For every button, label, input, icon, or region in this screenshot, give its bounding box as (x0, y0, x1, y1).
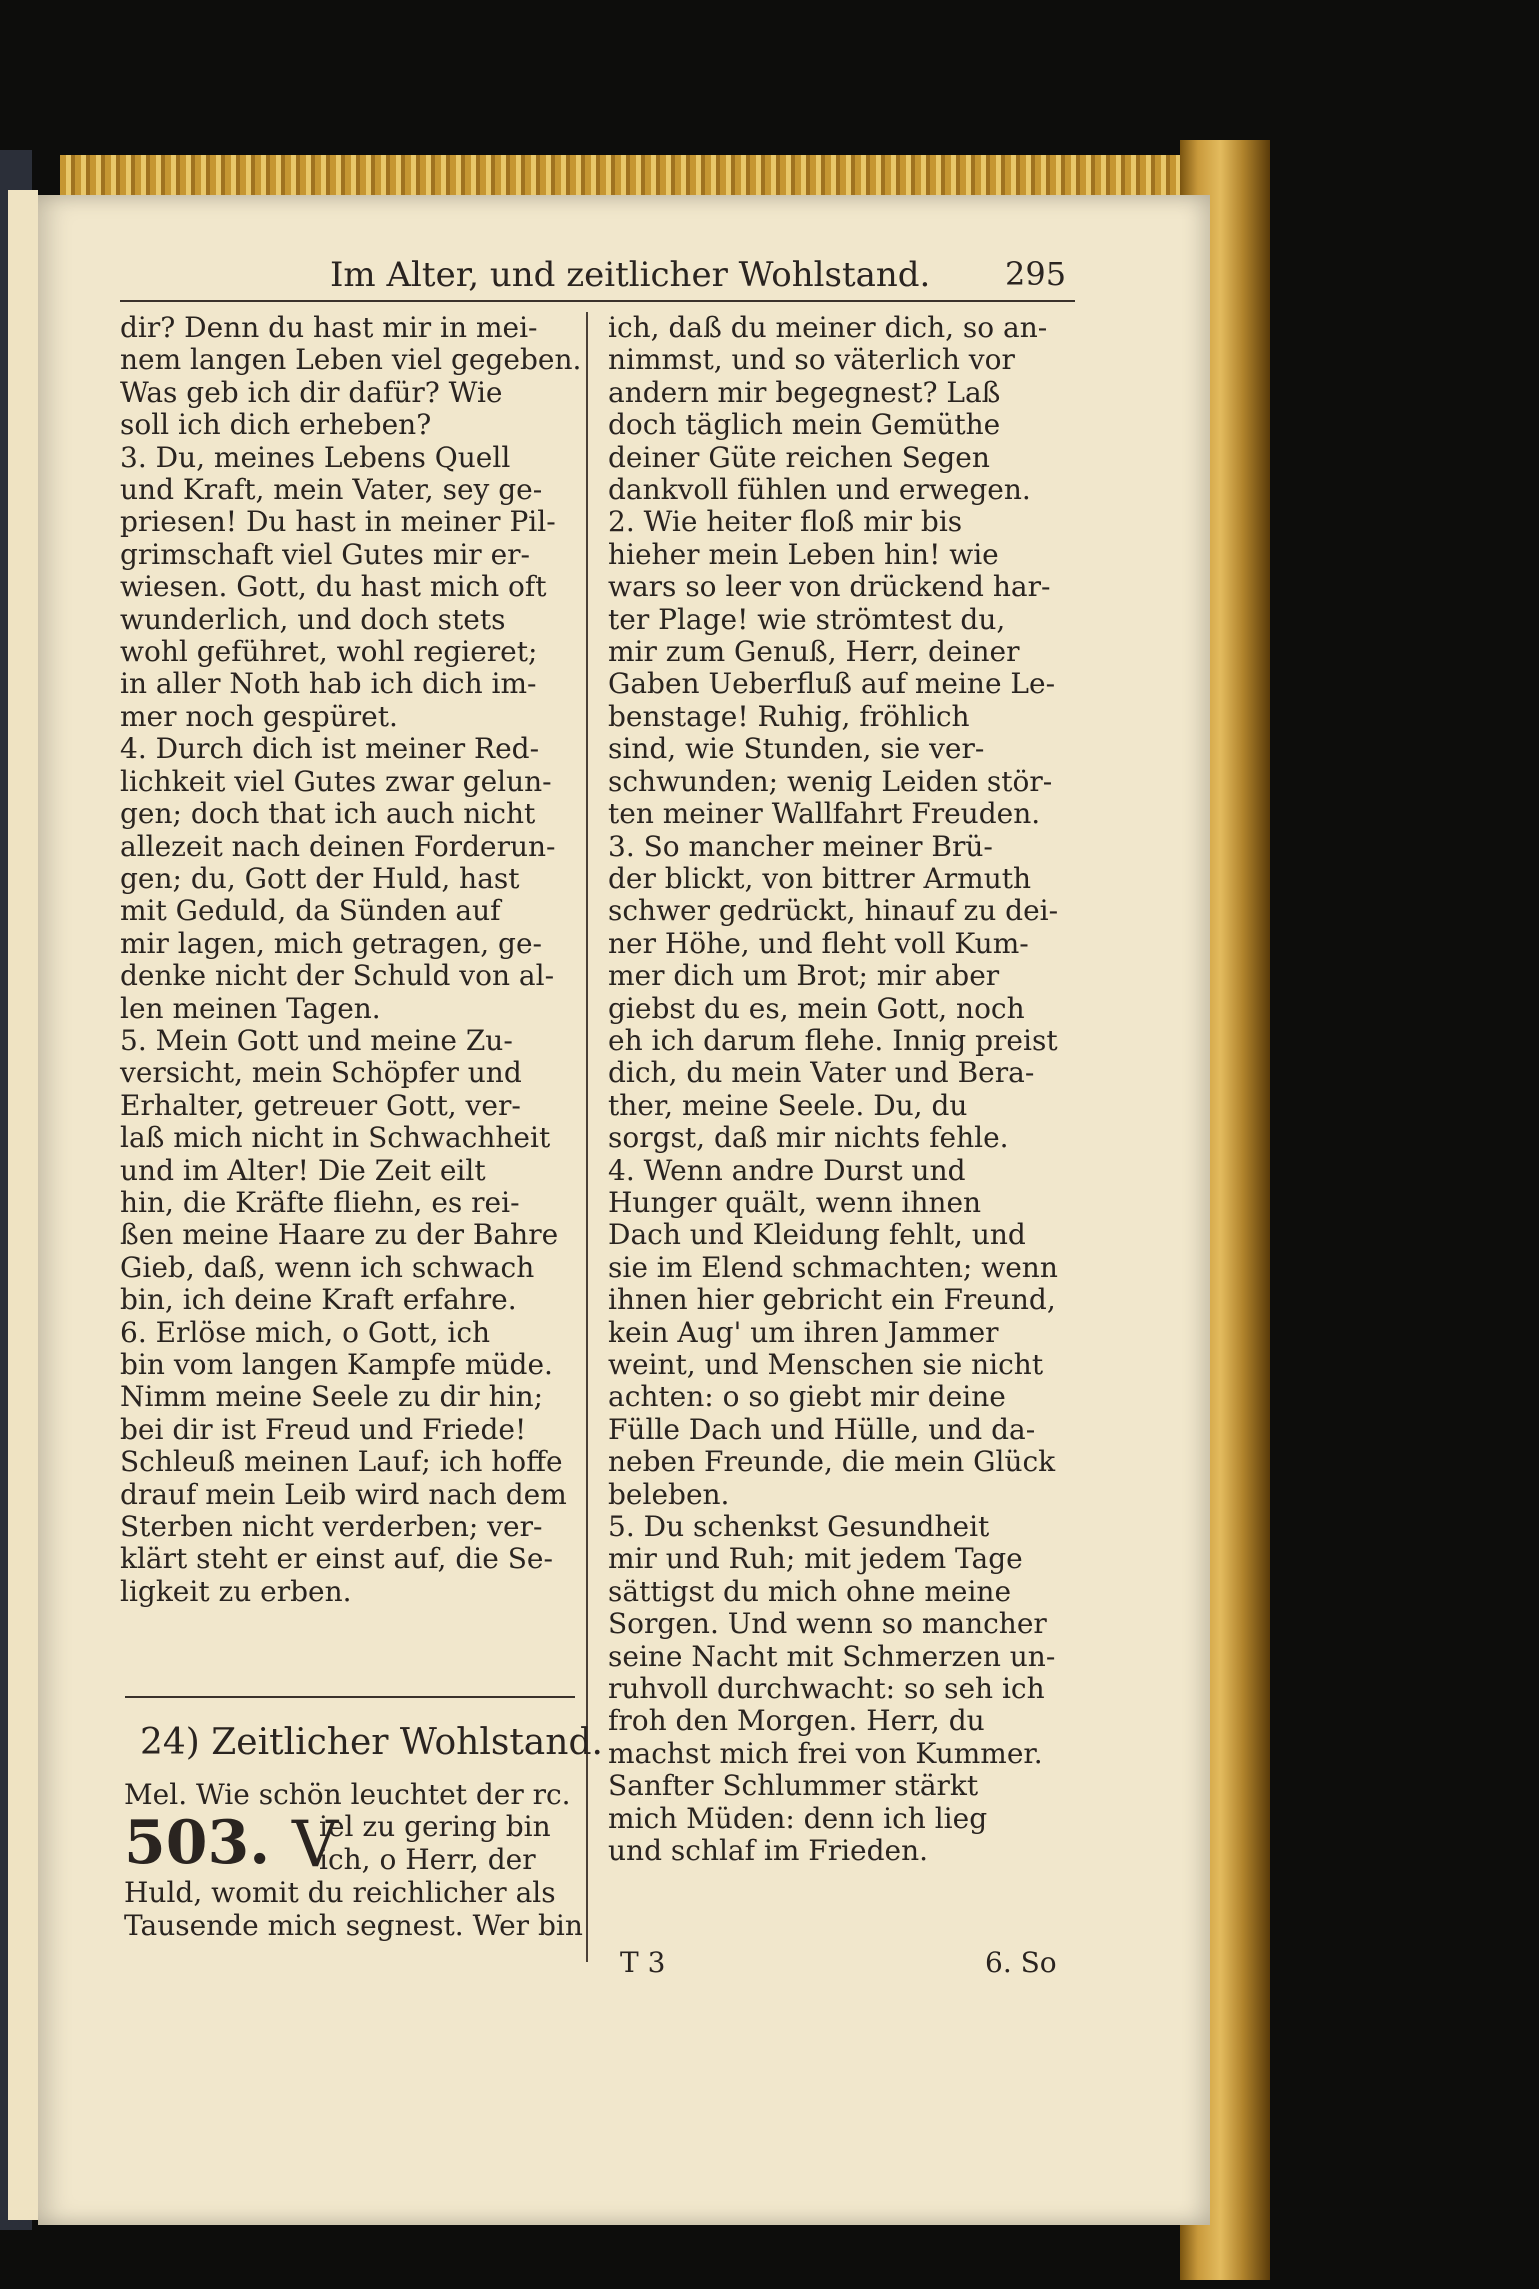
text-line: 3. So mancher meiner Brü- (608, 829, 993, 863)
text-line: giebst du es, mein Gott, noch (608, 991, 1025, 1025)
text-line: nem langen Leben viel gegeben. (120, 343, 582, 377)
text-line: 4. Durch dich ist meiner Red- (120, 732, 540, 766)
hymn-number: 503. (124, 1808, 271, 1878)
text-line: wunderlich, und doch stets (120, 602, 506, 636)
text-line: 5. Du schenkst Gesundheit (608, 1510, 990, 1544)
page-number: 295 (1005, 255, 1067, 293)
header-rule (120, 300, 1075, 302)
text-line: 4. Wenn andre Durst und (608, 1153, 966, 1187)
text-line: weint, und Menschen sie nicht (608, 1348, 1044, 1381)
text-line: ner Höhe, und fleht voll Kum- (608, 926, 1029, 960)
text-line: len meinen Tagen. (120, 991, 381, 1025)
text-line: in aller Noth hab ich dich im- (120, 667, 537, 701)
text-line: laß mich nicht in Schwachheit (120, 1121, 551, 1155)
text-line: mer noch gespüret. (120, 699, 398, 733)
text-line: ruhvoll durchwacht: so seh ich (608, 1672, 1045, 1706)
text-line: und schlaf im Frieden. (608, 1834, 929, 1868)
text-line: dich, du mein Vater und Bera- (608, 1056, 1035, 1090)
text-line: lichkeit viel Gutes zwar gelun- (120, 764, 552, 798)
text-line: Fülle Dach und Hülle, und da- (608, 1412, 1036, 1446)
text-line: Sorgen. Und wenn so mancher (608, 1607, 1047, 1641)
text-line: Gaben Ueberfluß auf meine Le- (608, 667, 1056, 701)
text-line: ligkeit zu erben. (120, 1574, 352, 1608)
right-column (608, 312, 1073, 1868)
text-line: mer dich um Brot; mir aber (608, 959, 1000, 993)
text-line: Schleuß meinen Lauf; ich hoffe (120, 1445, 563, 1479)
text-line: Hunger quält, wenn ihnen (608, 1185, 982, 1219)
text-line: versicht, mein Schöpfer und (120, 1056, 522, 1090)
text-line: 3. Du, meines Lebens Quell (120, 440, 511, 474)
text-line: dankvoll fühlen und erwegen. (608, 473, 1031, 507)
gilt-page-edges (60, 155, 1260, 195)
text-line: gen; doch that ich auch nicht (120, 797, 536, 831)
text-line: ter Plage! wie strömtest du, (608, 602, 1006, 636)
text-line: wiesen. Gott, du hast mich oft (120, 570, 547, 604)
text-line: wars so leer von drückend har- (608, 570, 1051, 604)
text-line: und im Alter! Die Zeit eilt (120, 1153, 486, 1187)
signature-mark: T 3 (620, 1946, 666, 1979)
text-line: benstage! Ruhig, fröhlich (608, 699, 970, 733)
text-line: drauf mein Leib wird nach dem (120, 1477, 567, 1511)
text-line: Nimm meine Seele zu dir hin; (120, 1380, 544, 1414)
text-line: ten meiner Wallfahrt Freuden. (608, 797, 1041, 831)
text-line: hieher mein Leben hin! wie (608, 537, 999, 571)
text-line: grimschaft viel Gutes mir er- (120, 537, 531, 571)
text-line: wohl geführet, wohl regieret; (120, 635, 538, 669)
text-line: priesen! Du hast in meiner Pil- (120, 505, 556, 539)
text-line: ich, daß du meiner dich, so an- (608, 311, 1048, 344)
text-line: seine Nacht mit Schmerzen un- (608, 1639, 1056, 1673)
text-line: mir zum Genuß, Herr, deiner (608, 635, 1020, 669)
text-line: sie im Elend schmachten; wenn (608, 1250, 1058, 1284)
text-line: froh den Morgen. Herr, du (608, 1704, 985, 1738)
dropcap-letter: V (292, 1808, 339, 1882)
column-divider (586, 312, 588, 1962)
text-line: achten: o so giebt mir deine (608, 1380, 1006, 1414)
text-line: 6. Erlöse mich, o Gott, ich (120, 1315, 491, 1349)
section-rule (125, 1696, 575, 1698)
text-line: ihnen hier gebricht ein Freund, (608, 1283, 1056, 1317)
text-line: Sterben nicht verderben; ver- (120, 1510, 543, 1544)
text-line: ßen meine Haare zu der Bahre (120, 1218, 559, 1252)
text-line: Huld, womit du reichlicher als (124, 1876, 556, 1909)
text-line: sättigst du mich ohne meine (608, 1574, 1012, 1608)
text-line: 5. Mein Gott und meine Zu- (120, 1023, 513, 1057)
text-line: doch täglich mein Gemüthe (608, 408, 1001, 442)
text-line: mich Müden: denn ich lieg (608, 1801, 988, 1835)
text-line: schwer gedrückt, hinauf zu dei- (608, 894, 1059, 928)
text-line: 2. Wie heiter floß mir bis (608, 505, 963, 539)
text-line: und Kraft, mein Vater, sey ge- (120, 473, 543, 507)
text-line: Erhalter, getreuer Gott, ver- (120, 1088, 521, 1122)
text-line: beleben. (608, 1477, 730, 1511)
text-line: mit Geduld, da Sünden auf (120, 894, 501, 928)
text-line: dir? Denn du hast mir in mei- (120, 311, 538, 344)
text-line: schwunden; wenig Leiden stör- (608, 764, 1053, 798)
text-line: kein Aug' um ihren Jammer (608, 1315, 999, 1349)
text-line: andern mir begegnest? Laß (608, 375, 1001, 409)
text-line: Was geb ich dir dafür? Wie (120, 375, 503, 409)
text-line: bin, ich deine Kraft erfahre. (120, 1283, 517, 1317)
text-line: Dach und Kleidung fehlt, und (608, 1218, 1026, 1252)
text-line: der blickt, von bittrer Armuth (608, 861, 1032, 895)
text-line: allezeit nach deinen Forderun- (120, 829, 556, 863)
text-line: sorgst, daß mir nichts fehle. (608, 1121, 1009, 1155)
text-line: ich, o Herr, der (319, 1843, 536, 1876)
text-line: hin, die Kräfte fliehn, es rei- (120, 1185, 520, 1219)
melody-line: Mel. Wie schön leuchtet der rc. (124, 1778, 571, 1811)
section-heading: 24) Zeitlicher Wohlstand. (140, 1722, 603, 1763)
left-column (120, 312, 580, 1608)
text-line: deiner Güte reichen Segen (608, 440, 990, 474)
text-line: gen; du, Gott der Huld, hast (120, 861, 520, 895)
text-line: neben Freunde, die mein Glück (608, 1445, 1056, 1479)
text-line: Tausende mich segnest. Wer bin (124, 1909, 583, 1942)
text-line: Sanfter Schlummer stärkt (608, 1769, 979, 1803)
text-line: eh ich darum flehe. Innig preist (608, 1023, 1058, 1057)
text-line: Gieb, daß, wenn ich schwach (120, 1250, 535, 1284)
text-line: klärt steht er einst auf, die Se- (120, 1542, 553, 1576)
running-header: Im Alter, und zeitlicher Wohlstand. (330, 255, 931, 295)
text-line: iel zu gering bin (319, 1810, 551, 1843)
text-line: mir lagen, mich getragen, ge- (120, 926, 542, 960)
text-line: bei dir ist Freud und Friede! (120, 1412, 527, 1446)
text-line: bin vom langen Kampfe müde. (120, 1348, 553, 1381)
text-line: denke nicht der Schuld von al- (120, 959, 555, 993)
left-page-edge (8, 190, 38, 2220)
catchword: 6. So (985, 1946, 1057, 1979)
text-line: soll ich dich erheben? (120, 408, 432, 442)
text-line: ther, meine Seele. Du, du (608, 1088, 968, 1122)
text-line: machst mich frei von Kummer. (608, 1736, 1043, 1770)
text-line: mir und Ruh; mit jedem Tage (608, 1542, 1023, 1576)
hymn-opening-lines (124, 1810, 583, 1942)
text-line: nimmst, und so väterlich vor (608, 343, 1015, 377)
text-line: sind, wie Stunden, sie ver- (608, 732, 985, 766)
